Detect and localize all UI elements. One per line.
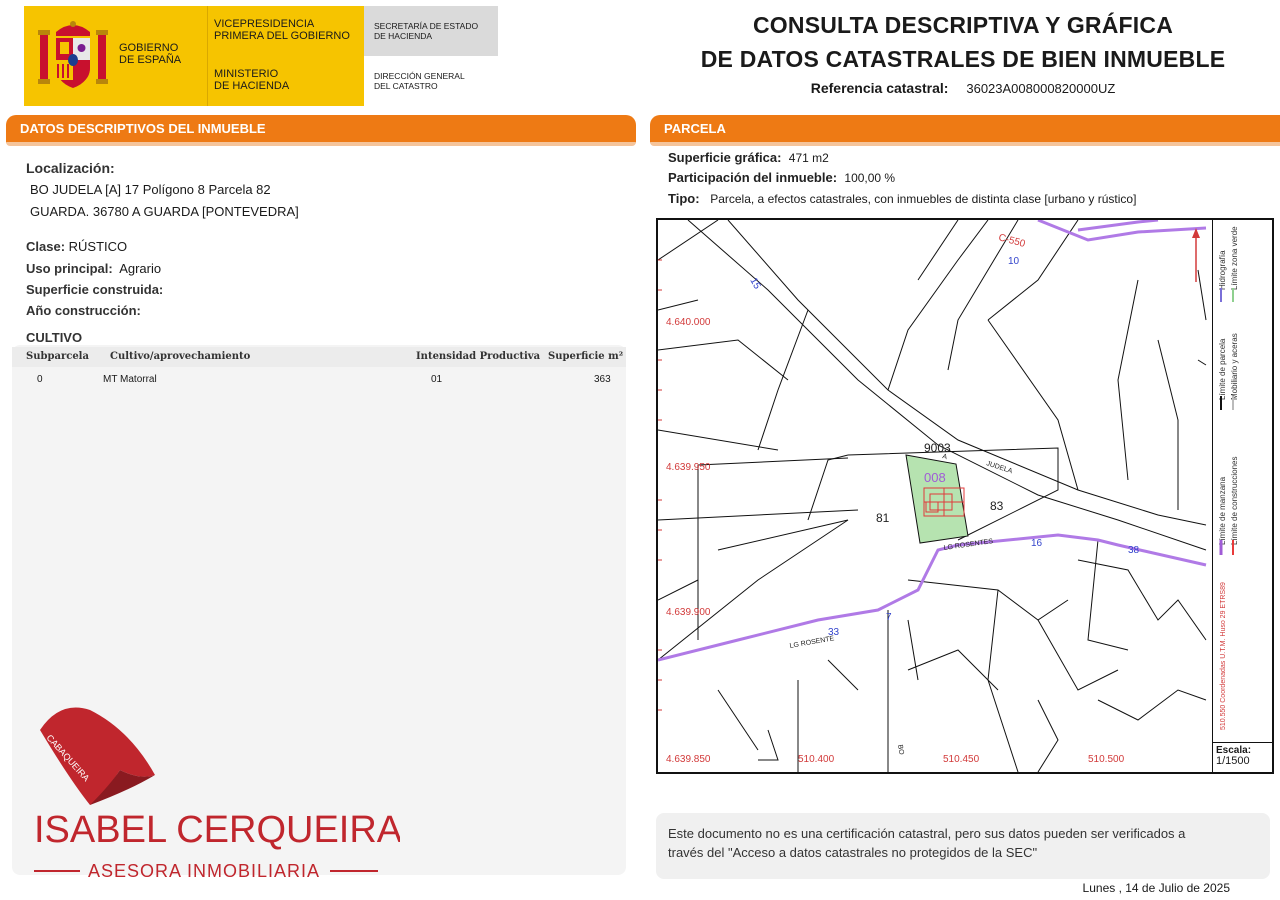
scale-label: Escala: [1216,745,1252,756]
anio-construccion-label: Año construcción: [26,303,141,318]
section-datos-descriptivos: DATOS DESCRIPTIVOS DEL INMUEBLE [6,115,636,143]
uso-row: Uso principal: Agrario [26,261,162,276]
legend-label: Límite de parcela [1218,338,1227,400]
street-label: BO [896,744,905,756]
parcel-number-highlight: 008 [924,470,946,485]
ref-value: 36023A008000820000UZ [966,81,1116,96]
clase-row: Clase: RÚSTICO [26,239,128,254]
map-legend [1212,220,1272,742]
ministerio-label: MINISTERIO DE HACIENDA [214,68,290,92]
col-intensidad: Intensidad Productiva [416,351,541,362]
coord-y-label: 4.639.950 [666,462,711,473]
table-header [12,347,626,367]
table-row: 0 MT Matorral 01 363 [37,374,611,385]
street-label: LG ROSENTE [789,635,835,650]
gov-yellow-block [24,6,364,106]
watermark-subtitle: ASESORA INMOBILIARIA [88,861,321,881]
tipo-row: Tipo: Parcela, a efectos catastrales, con inmuebles de distinta clase [urbano y rústico] [668,191,1137,206]
street-label: JUDELA [985,460,1014,476]
referencia-catastral [650,80,1276,96]
col-superficie: Superficie m² [548,351,624,362]
coord-y-label: 4.639.850 [666,754,711,765]
gobierno-de-espana: GOBIERNO DE ESPAÑA [119,42,182,66]
parcel-number: 81 [876,511,890,525]
street-label: LG ROSENTES [943,538,994,552]
cultivo-title: CULTIVO [26,330,83,345]
road-number-label: 38 [1128,545,1140,556]
vicepresidencia-label: VICEPRESIDENCIA PRIMERA DEL GOBIERNO [214,18,350,42]
col-cultivo: Cultivo/aprovechamiento [110,351,251,362]
localizacion-line2: GUARDA. 36780 A GUARDA [PONTEVEDRA] [30,204,299,219]
road-label: C-550 [997,232,1027,250]
watermark-brand: CABAQUEIRA [44,732,92,784]
localizacion-label: Localización: [26,160,115,176]
disclaimer-notice: Este documento no es una certificación catastral, pero sus datos pueden ser verificados a través del "Acceso a datos catastrales no protegidos de la SEC" [656,813,1270,879]
watermark-name: ISABEL CERQUEIRA [34,809,400,851]
participacion-value: 100,00 % [844,171,896,185]
cadastral-map[interactable] [656,218,1274,774]
col-subparcela: Subparcela [26,351,89,362]
secretaria-label: SECRETARÍA DE ESTADO DE HACIENDA [364,6,498,56]
coord-x-label: 510.450 [943,754,980,765]
coord-x-label: 510.500 [1088,754,1125,765]
ref-label: Referencia catastral: [810,80,949,96]
coord-y-label: 4.639.900 [666,607,711,618]
street-label: A [941,453,948,462]
localizacion-line1: BO JUDELA [A] 17 Polígono 8 Parcela 82 [30,182,271,197]
coord-y-label: 4.640.000 [666,317,711,328]
superficie-grafica-row: Superficie gráfica: 471 m2 [668,150,829,165]
legend-label: Límite de manzana [1218,476,1227,545]
parcel-number: 83 [990,499,1004,513]
legend-label: Hidrografía [1218,250,1227,290]
superficie-grafica-value: 471 m2 [788,151,829,165]
legend-label: Límite de construcciones [1230,456,1239,545]
road-number-label: 7 [886,612,892,623]
road-number-label: 15 [747,276,763,292]
tipo-value: Parcela, a efectos catastrales, con inmuebles de distinta clase [urbano y rústico] [710,192,1137,206]
legend-label: Mobiliario y aceras [1230,333,1239,400]
section-parcela: PARCELA [650,115,1280,143]
clase-value: RÚSTICO [68,239,128,254]
uso-value: Agrario [119,261,162,276]
agency-watermark [20,690,400,890]
road-number-label: 10 [1008,256,1020,267]
map-scale [1212,742,1272,772]
map-canvas [658,220,1272,772]
direccion-general-label: DIRECCIÓN GENERAL DEL CATASTRO [374,71,465,91]
government-header [24,6,498,106]
scale-value: 1/1500 [1216,755,1250,767]
coat-of-arms-icon [36,16,110,94]
coord-x-label: 510.400 [798,754,835,765]
page-title: CONSULTA DESCRIPTIVA Y GRÁFICA DE DATOS CATASTRALES DE BIEN INMUEBLE [700,12,1226,72]
road-number-label: 16 [1031,538,1043,549]
superficie-construida-label: Superficie construida: [26,282,164,297]
utm-coordinates-label: 510.550 Coordenadas U.T.M. Huso 29 ETRS89 [1220,582,1227,730]
document-date: Lunes , 14 de Julio de 2025 [1082,881,1230,895]
participacion-row: Participación del inmueble: 100,00 % [668,170,896,185]
parcel-number: 9003 [924,441,951,455]
legend-label: Límite zona verde [1230,226,1239,290]
road-number-label: 33 [828,627,840,638]
